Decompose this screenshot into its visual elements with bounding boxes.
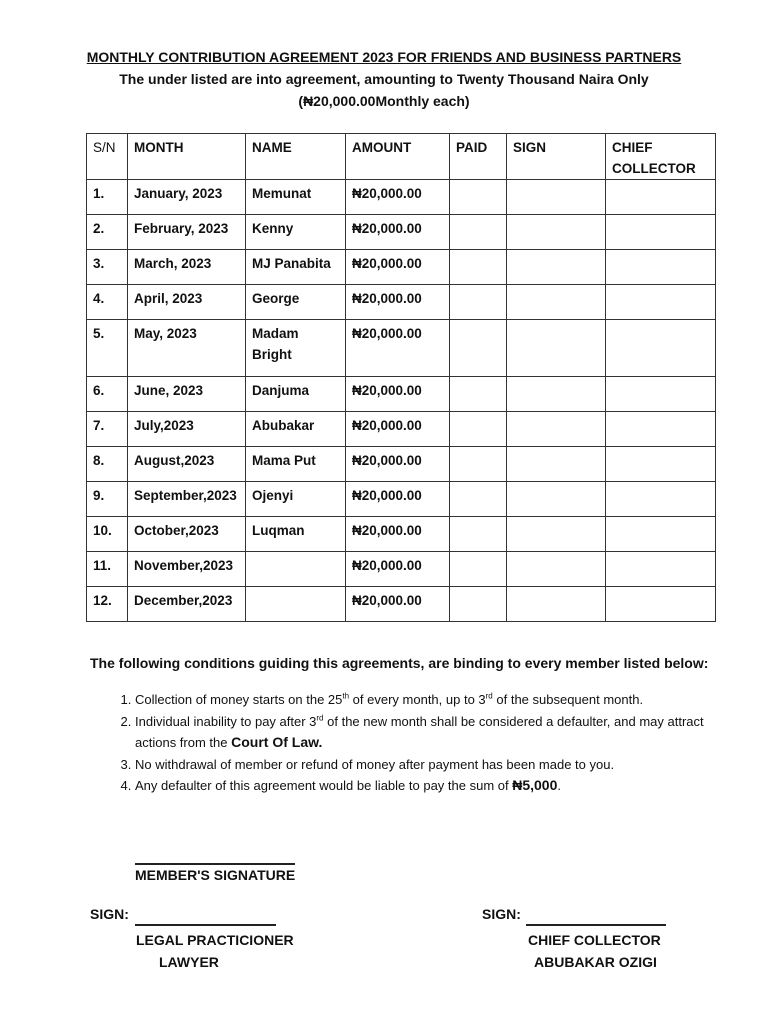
cell-paid bbox=[450, 412, 507, 447]
cell-sign bbox=[507, 215, 606, 250]
right-sign-label: SIGN: bbox=[482, 906, 521, 922]
cell-chief bbox=[606, 377, 716, 412]
cell-month: February, 2023 bbox=[128, 215, 246, 250]
cell-name: Kenny bbox=[246, 215, 346, 250]
cell-sn: 5. bbox=[87, 320, 128, 377]
column-header-sign: SIGN bbox=[507, 134, 606, 180]
cell-amount: ₦20,000.00 bbox=[346, 552, 450, 587]
ordinal-suffix: rd bbox=[485, 691, 493, 701]
cell-month: June, 2023 bbox=[128, 377, 246, 412]
left-role-title: LEGAL PRACTICIONER bbox=[136, 932, 294, 948]
document-subtitle: The under listed are into agreement, amounting to Twenty Thousand Naira Only bbox=[119, 71, 649, 87]
left-signature-line bbox=[135, 924, 276, 926]
cell-amount: ₦20,000.00 bbox=[346, 447, 450, 482]
cell-sign bbox=[507, 412, 606, 447]
cell-paid bbox=[450, 180, 507, 215]
cell-amount: ₦20,000.00 bbox=[346, 215, 450, 250]
cell-amount: ₦20,000.00 bbox=[346, 482, 450, 517]
table-row bbox=[87, 250, 716, 285]
cell-paid bbox=[450, 517, 507, 552]
cell-name bbox=[246, 587, 346, 622]
cell-sign bbox=[507, 250, 606, 285]
cell-name: Abubakar bbox=[246, 412, 346, 447]
condition-text: . bbox=[557, 778, 562, 793]
cell-amount: ₦20,000.00 bbox=[346, 412, 450, 447]
left-role-subtitle: LAWYER bbox=[159, 954, 219, 970]
amount-note: (₦20,000.00Monthly each) bbox=[298, 93, 470, 109]
document-title: MONTHLY CONTRIBUTION AGREEMENT 2023 FOR FRIENDS AND BUSINESS PARTNERS bbox=[86, 49, 682, 65]
cell-chief bbox=[606, 482, 716, 517]
cell-paid bbox=[450, 552, 507, 587]
cell-chief bbox=[606, 180, 716, 215]
cell-name: Danjuma bbox=[246, 377, 346, 412]
column-header-month: MONTH bbox=[128, 134, 246, 180]
cell-sn: 12. bbox=[87, 587, 128, 622]
table-row bbox=[87, 180, 716, 215]
cell-sign bbox=[507, 377, 606, 412]
contribution-table bbox=[86, 133, 716, 622]
left-sign-label: SIGN: bbox=[90, 906, 129, 922]
cell-chief bbox=[606, 215, 716, 250]
table-row bbox=[87, 482, 716, 517]
condition-text: No withdrawal of member or refund of money after payment has been made to you. bbox=[135, 756, 615, 772]
condition-text: Collection of money starts on the 25 bbox=[135, 692, 343, 707]
cell-paid bbox=[450, 285, 507, 320]
cell-sn: 11. bbox=[87, 552, 128, 587]
cell-sn: 4. bbox=[87, 285, 128, 320]
cell-chief bbox=[606, 587, 716, 622]
cell-name: Mama Put bbox=[246, 447, 346, 482]
cell-sn: 3. bbox=[87, 250, 128, 285]
cell-sn: 1. bbox=[87, 180, 128, 215]
cell-sn: 6. bbox=[87, 377, 128, 412]
cell-paid bbox=[450, 587, 507, 622]
cell-paid bbox=[450, 320, 507, 377]
left-signatory bbox=[136, 929, 294, 973]
cell-name: Madam Bright bbox=[246, 320, 346, 377]
cell-month: December,2023 bbox=[128, 587, 246, 622]
column-header-name: NAME bbox=[246, 134, 346, 180]
column-header-amount: AMOUNT bbox=[346, 134, 450, 180]
cell-chief bbox=[606, 412, 716, 447]
ordinal-suffix: rd bbox=[316, 713, 324, 723]
right-role-name: ABUBAKAR OZIGI bbox=[534, 954, 657, 970]
cell-sign bbox=[507, 552, 606, 587]
cell-paid bbox=[450, 482, 507, 517]
cell-name bbox=[246, 552, 346, 587]
cell-month: November,2023 bbox=[128, 552, 246, 587]
document-header bbox=[0, 46, 768, 112]
column-header-sn: S/N bbox=[87, 134, 128, 180]
penalty-amount: ₦5,000 bbox=[512, 777, 558, 793]
cell-chief bbox=[606, 447, 716, 482]
right-signatory bbox=[528, 929, 661, 973]
conditions-heading: The following conditions guiding this agreements, are binding to every member listed below: bbox=[90, 655, 709, 671]
cell-sign bbox=[507, 320, 606, 377]
table-row bbox=[87, 552, 716, 587]
conditions-list bbox=[96, 689, 735, 797]
table-header-row bbox=[87, 134, 716, 180]
column-header-chief-collector: CHIEF COLLECTOR bbox=[606, 134, 716, 180]
cell-amount: ₦20,000.00 bbox=[346, 285, 450, 320]
cell-amount: ₦20,000.00 bbox=[346, 180, 450, 215]
cell-sign bbox=[507, 482, 606, 517]
condition-text: of the new month shall be considered a defaulter, and may attract actions from the bbox=[135, 713, 704, 750]
table-row bbox=[87, 320, 716, 377]
cell-amount: ₦20,000.00 bbox=[346, 587, 450, 622]
cell-sn: 7. bbox=[87, 412, 128, 447]
cell-name: George bbox=[246, 285, 346, 320]
cell-month: August,2023 bbox=[128, 447, 246, 482]
cell-month: April, 2023 bbox=[128, 285, 246, 320]
cell-month: March, 2023 bbox=[128, 250, 246, 285]
cell-sign bbox=[507, 517, 606, 552]
cell-month: July,2023 bbox=[128, 412, 246, 447]
table-row bbox=[87, 215, 716, 250]
condition-item bbox=[135, 711, 735, 754]
cell-chief bbox=[606, 552, 716, 587]
condition-text: Individual inability to pay after 3 bbox=[135, 713, 317, 729]
condition-text: of every month, up to 3 bbox=[349, 692, 486, 707]
cell-sign bbox=[507, 180, 606, 215]
cell-sn: 10. bbox=[87, 517, 128, 552]
column-header-paid: PAID bbox=[450, 134, 507, 180]
cell-month: January, 2023 bbox=[128, 180, 246, 215]
cell-paid bbox=[450, 250, 507, 285]
cell-sn: 9. bbox=[87, 482, 128, 517]
table-row bbox=[87, 447, 716, 482]
cell-name: Memunat bbox=[246, 180, 346, 215]
cell-paid bbox=[450, 215, 507, 250]
cell-month: October,2023 bbox=[128, 517, 246, 552]
cell-month: September,2023 bbox=[128, 482, 246, 517]
court-of-law-text: Court Of Law. bbox=[231, 734, 323, 750]
cell-amount: ₦20,000.00 bbox=[346, 517, 450, 552]
table-row bbox=[87, 285, 716, 320]
cell-paid bbox=[450, 377, 507, 412]
cell-name: Ojenyi bbox=[246, 482, 346, 517]
condition-item bbox=[135, 775, 735, 797]
condition-item bbox=[135, 689, 735, 711]
cell-chief bbox=[606, 517, 716, 552]
cell-month: May, 2023 bbox=[128, 320, 246, 377]
cell-paid bbox=[450, 447, 507, 482]
table-row bbox=[87, 517, 716, 552]
cell-sign bbox=[507, 285, 606, 320]
cell-sign bbox=[507, 587, 606, 622]
member-signature-label: MEMBER'S SIGNATURE bbox=[135, 863, 295, 883]
right-signature-line bbox=[526, 924, 666, 926]
table-row bbox=[87, 377, 716, 412]
right-role-title: CHIEF COLLECTOR bbox=[528, 932, 661, 948]
condition-text: of the subsequent month. bbox=[492, 692, 644, 707]
cell-sn: 8. bbox=[87, 447, 128, 482]
cell-amount: ₦20,000.00 bbox=[346, 377, 450, 412]
condition-item bbox=[135, 754, 735, 776]
ordinal-suffix: th bbox=[342, 691, 350, 701]
cell-chief bbox=[606, 320, 716, 377]
table-body bbox=[87, 180, 716, 622]
cell-sign bbox=[507, 447, 606, 482]
cell-chief bbox=[606, 285, 716, 320]
table-row bbox=[87, 412, 716, 447]
cell-amount: ₦20,000.00 bbox=[346, 250, 450, 285]
cell-name: MJ Panabita bbox=[246, 250, 346, 285]
condition-text: Any defaulter of this agreement would be liable to pay the sum of bbox=[135, 778, 513, 793]
cell-name: Luqman bbox=[246, 517, 346, 552]
table-row bbox=[87, 587, 716, 622]
cell-chief bbox=[606, 250, 716, 285]
cell-amount: ₦20,000.00 bbox=[346, 320, 450, 377]
cell-sn: 2. bbox=[87, 215, 128, 250]
